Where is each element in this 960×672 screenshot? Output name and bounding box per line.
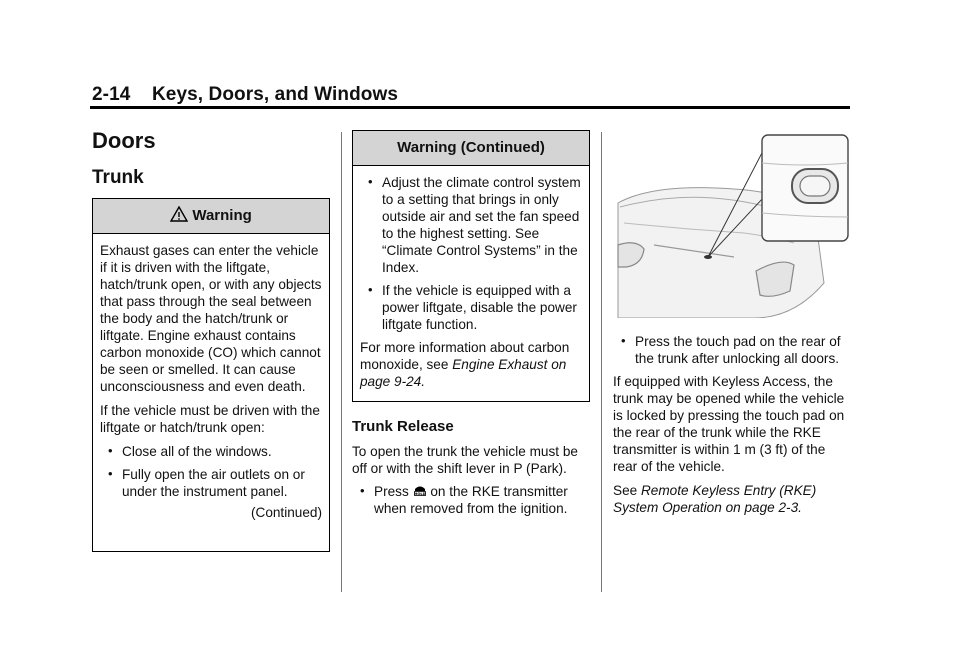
trunk-hold-icon: [414, 483, 426, 495]
trunk-release-text: [352, 443, 592, 523]
svg-text:HOLD: HOLD: [413, 492, 426, 496]
warning-list: [360, 174, 582, 333]
list-item: • Fully open the air outlets on or under the instrument panel.: [100, 466, 322, 500]
trunk-release-heading: Trunk Release: [352, 418, 454, 435]
list-item: • If the vehicle is equipped with a power liftgate, disable the power liftgate function.: [360, 282, 582, 333]
page-number: 2-14: [92, 84, 131, 105]
warning-title: Warning: [192, 207, 252, 224]
cross-reference: Engine Exhaust on page 9-24.: [360, 357, 567, 389]
warning-info: For more information about carbon monoxide, see Engine Exhaust on page 9-24.: [360, 340, 570, 389]
warning-list: [100, 443, 322, 500]
warning-triangle-icon: [170, 207, 192, 224]
paragraph: If equipped with Keyless Access, the trunk may be opened while the vehicle is locked by pressing the touch pad on the rear of the trunk while the RKE transmitter is within 1 m (3 ft) of the rear of the vehicle.: [613, 374, 845, 474]
page-header: [92, 84, 398, 106]
column3-text: [613, 333, 853, 523]
list-item: • Press HOLD on the RKE transmitter when removed from the ignition.: [352, 483, 592, 517]
header-rule: [90, 106, 850, 109]
warning-box: [92, 198, 330, 552]
warning-box-continued: [352, 130, 590, 402]
column-divider: [601, 132, 602, 592]
see-reference: See Remote Keyless Entry (RKE) System Operation on page 2-3.: [613, 483, 817, 515]
continued-label: (Continued): [250, 505, 322, 520]
column-divider: [341, 132, 342, 592]
warning-paragraph: Exhaust gases can enter the vehicle if it is driven with the liftgate, hatch/trunk open, or with any objects that pass through the seal between the body and the hatch/trunk or liftgate. Engine exhaust contains carbon monoxide (CO) which cannot be seen or smelled. It can cause unconsciousness and even death.: [100, 243, 322, 394]
section-title: Keys, Doors, and Windows: [151, 84, 399, 105]
instruction-list: [352, 483, 592, 517]
cross-reference: Remote Keyless Entry (RKE) System Operation on page 2-3.: [613, 483, 817, 515]
warning-title: Warning (Continued): [353, 131, 589, 166]
warning-header: [93, 199, 329, 234]
list-item: • Close all of the windows.: [100, 443, 322, 460]
list-item: • Press the touch pad on the rear of the trunk after unlocking all doors.: [613, 333, 853, 367]
trunk-heading: Trunk: [92, 167, 144, 188]
warning-paragraph: If the vehicle must be driven with the liftgate or hatch/trunk open:: [100, 403, 320, 435]
paragraph: To open the trunk the vehicle must be off or with the shift lever in P (Park).: [352, 444, 578, 476]
list-item: • Adjust the climate control system to a setting that brings in only outside air and set the fan speed to the highest setting. See “Climate Control Systems” in the Index.: [360, 174, 582, 276]
doors-heading: Doors: [92, 128, 156, 153]
trunk-touchpad-illustration: [614, 133, 850, 318]
instruction-list: [613, 333, 853, 367]
